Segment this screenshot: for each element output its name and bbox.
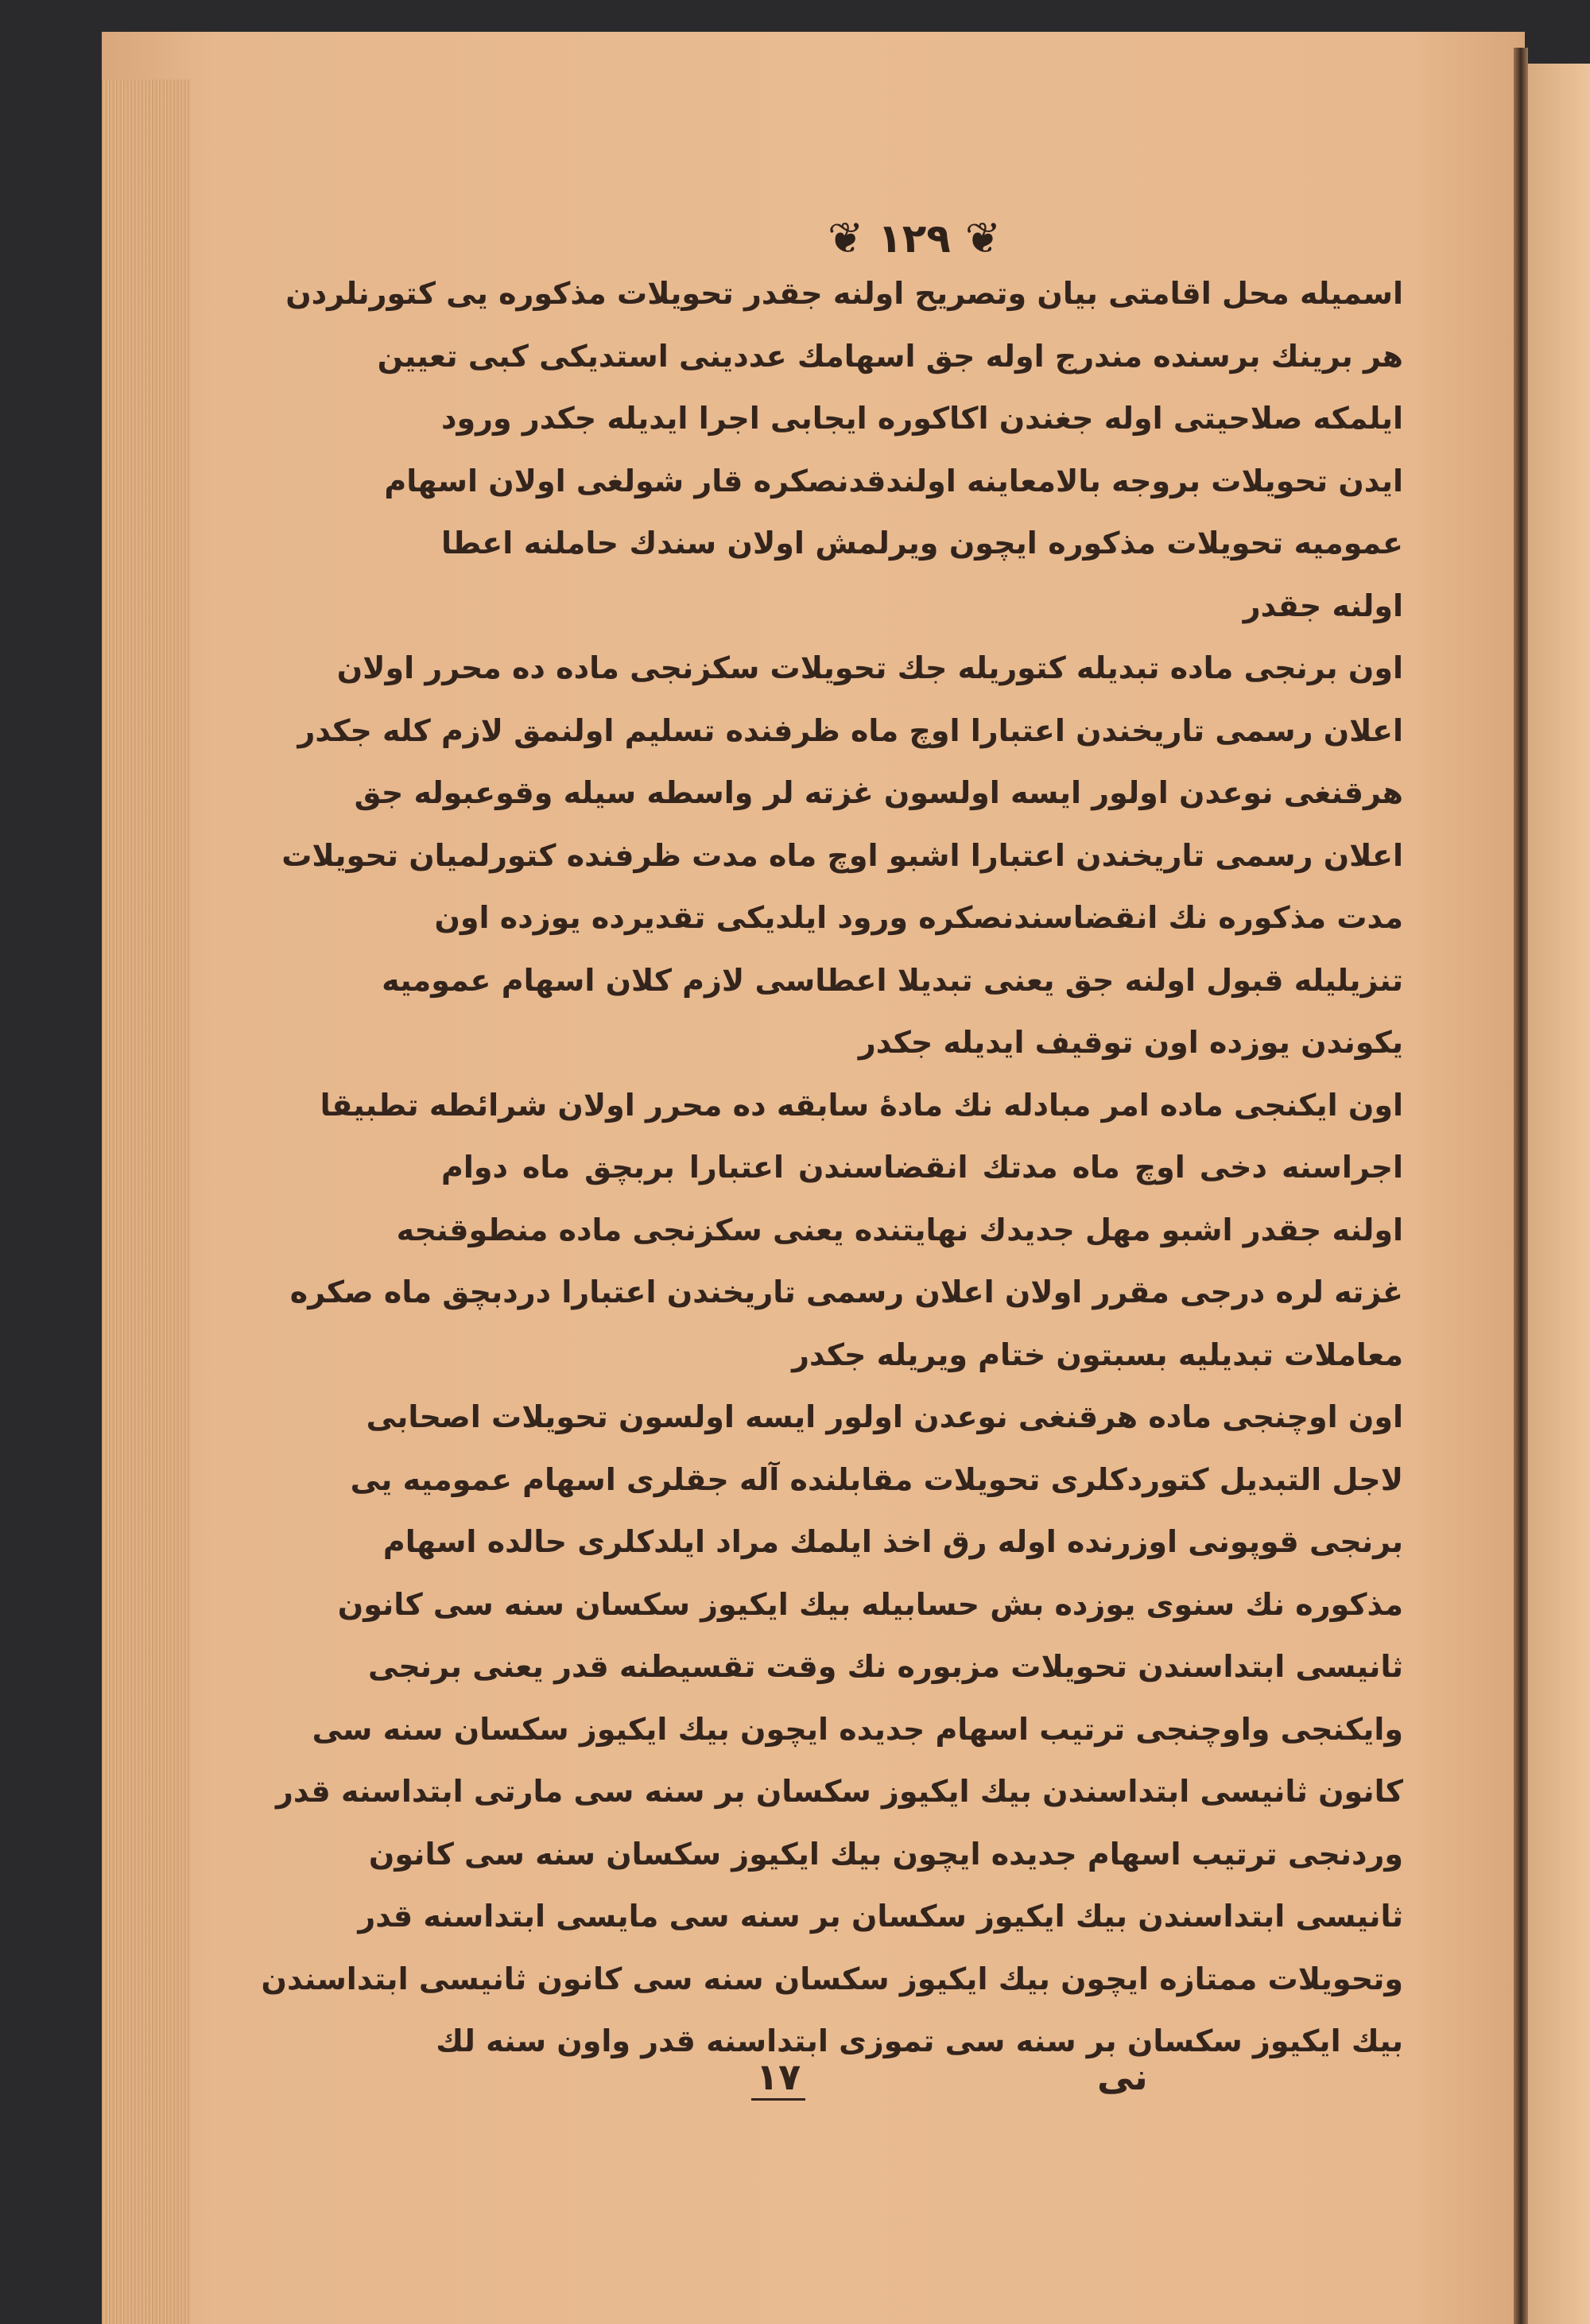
body-text	[261, 262, 1403, 2073]
book-gutter	[1514, 48, 1528, 2324]
text-line: ایدن تحویلات بروجه بالامعاینه اولندقدنصکره قار شولغی اولان اسهام	[384, 463, 1403, 499]
text-line: اجراسنه دخی اوچ ماه مدتك انقضاسندن اعتبارا بربچق ماه دوام	[441, 1150, 1403, 1185]
text-line: اولنه جقدر	[1243, 588, 1403, 623]
text-line: اعلان رسمی تاریخندن اعتبارا اوچ ماه ظرفنده تسلیم اولنمق لازم کله جکدر	[297, 712, 1403, 748]
text-line: هر برینك برسنده مندرج اوله جق اسهامك عددینی استدیکی کبی تعیین	[377, 338, 1403, 374]
text-line: کانون ثانیسی ابتداسندن بیك ایکیوز سکسان بر سنه سی مارتی ابتداسنه قدر	[276, 1774, 1403, 1809]
text-line: اسمیله محل اقامتی بیان وتصریح اولنه جقدر تحویلات مذکوره یی کتورنلردن	[285, 276, 1403, 311]
paragraph	[289, 1074, 1403, 1387]
text-line: وایکنجی واوچنجی ترتیب اسهام جدیده ایچون بیك ایکیوز سکسان سنه سی	[312, 1711, 1403, 1747]
text-line: اولنه جقدر اشبو مهل جدیدك نهایتنده یعنی سکزنجی ماده منطوقنجه	[396, 1212, 1403, 1247]
text-line: وردنجی ترتیب اسهام جدیده ایچون بیك ایکیوز سکسان سنه سی کانون	[368, 1836, 1403, 1872]
text-line: تنزیلیله قبول اولنه جق یعنی تبدیلا اعطاسی لازم کلان اسهام عمومیه	[382, 962, 1403, 998]
paragraph	[261, 1386, 1403, 2073]
text-line: هرقنغی نوعدن اولور ایسه اولسون غزته لر واسطه سیله وقوعبوله جق	[354, 775, 1403, 810]
page-header	[795, 211, 1034, 266]
text-line: بیك ایکیوز سکسان بر سنه سی تموزی ابتداسنه قدر واون سنه لك	[436, 2023, 1403, 2058]
text-line: لاجل التبدیل کتوردکلری تحویلات مقابلنده آله جقلری اسهام عمومیه یی	[350, 1461, 1403, 1497]
text-line: مذکوره نك سنوی یوزده بش حسابیله بیك ایکیوز سکسان سنه سی کانون	[337, 1586, 1403, 1622]
text-line: اعلان رسمی تاریخندن اعتبارا اشبو اوچ ماه مدت ظرفنده کتورلمیان تحویلات	[281, 837, 1403, 873]
text-line: وتحویلات ممتازه ایچون بیك ایکیوز سکسان سنه سی کانون ثانیسی ابتداسندن	[261, 1961, 1403, 1996]
paragraph	[281, 637, 1403, 1074]
ornament-left-icon: ❦	[827, 213, 864, 263]
ornament-right-icon: ❦	[964, 213, 1002, 263]
text-line: اون ایکنجی ماده امر مبادله نك مادۀ سابقه ده محرر اولان شرائطه تطبیقا	[320, 1087, 1403, 1123]
text-line: معاملات تبدیلیه بسبتون ختام ویریله جکدر	[792, 1337, 1403, 1372]
text-line: ثانیسی ابتداسندن تحویلات مزبوره نك وقت تقسیطنه قدر یعنی برنجی	[367, 1649, 1403, 1684]
text-line: مدت مذکوره نك انقضاسندنصکره ورود ایلدیکی تقدیرده یوزده اون	[434, 900, 1403, 935]
text-line: برنجی قوپونی اوزرنده اوله رق اخذ ایلمك مراد ایلدکلری حالده اسهام	[382, 1524, 1403, 1559]
paragraph	[285, 262, 1403, 637]
text-line: ایلمکه صلاحیتی اوله جغندن اکاکوره ایجابی اجرا ایدیله جکدر ورود	[441, 401, 1403, 436]
text-line: غزته لره درجی مقرر اولان اعلان رسمی تاریخندن اعتبارا دردبچق ماه صکره	[289, 1275, 1403, 1309]
page-number: ١٢٩	[878, 215, 951, 262]
text-line: اون برنجی ماده تبدیله کتوریله جك تحویلات سکزنجی ماده ده محرر اولان	[336, 650, 1403, 685]
text-line: یکوندن یوزده اون توقیف ایدیله جکدر	[858, 1025, 1403, 1060]
text-line: ثانیسی ابتداسندن بیك ایکیوز سکسان بر سنه سی مایسی ابتداسنه قدر	[358, 1899, 1403, 1934]
text-line: عمومیه تحویلات مذکوره ایچون ویرلمش اولان سندك حاملنه اعطا	[441, 526, 1403, 561]
text-line: اون اوچنجی ماده هرقنغی نوعدن اولور ایسه اولسون تحویلات اصحابی	[366, 1399, 1403, 1434]
signature-number: ١٧	[751, 2055, 805, 2101]
signature-mark: نی	[1097, 2055, 1148, 2098]
facing-page-edge	[1528, 64, 1590, 2324]
page-edges	[102, 80, 189, 2324]
